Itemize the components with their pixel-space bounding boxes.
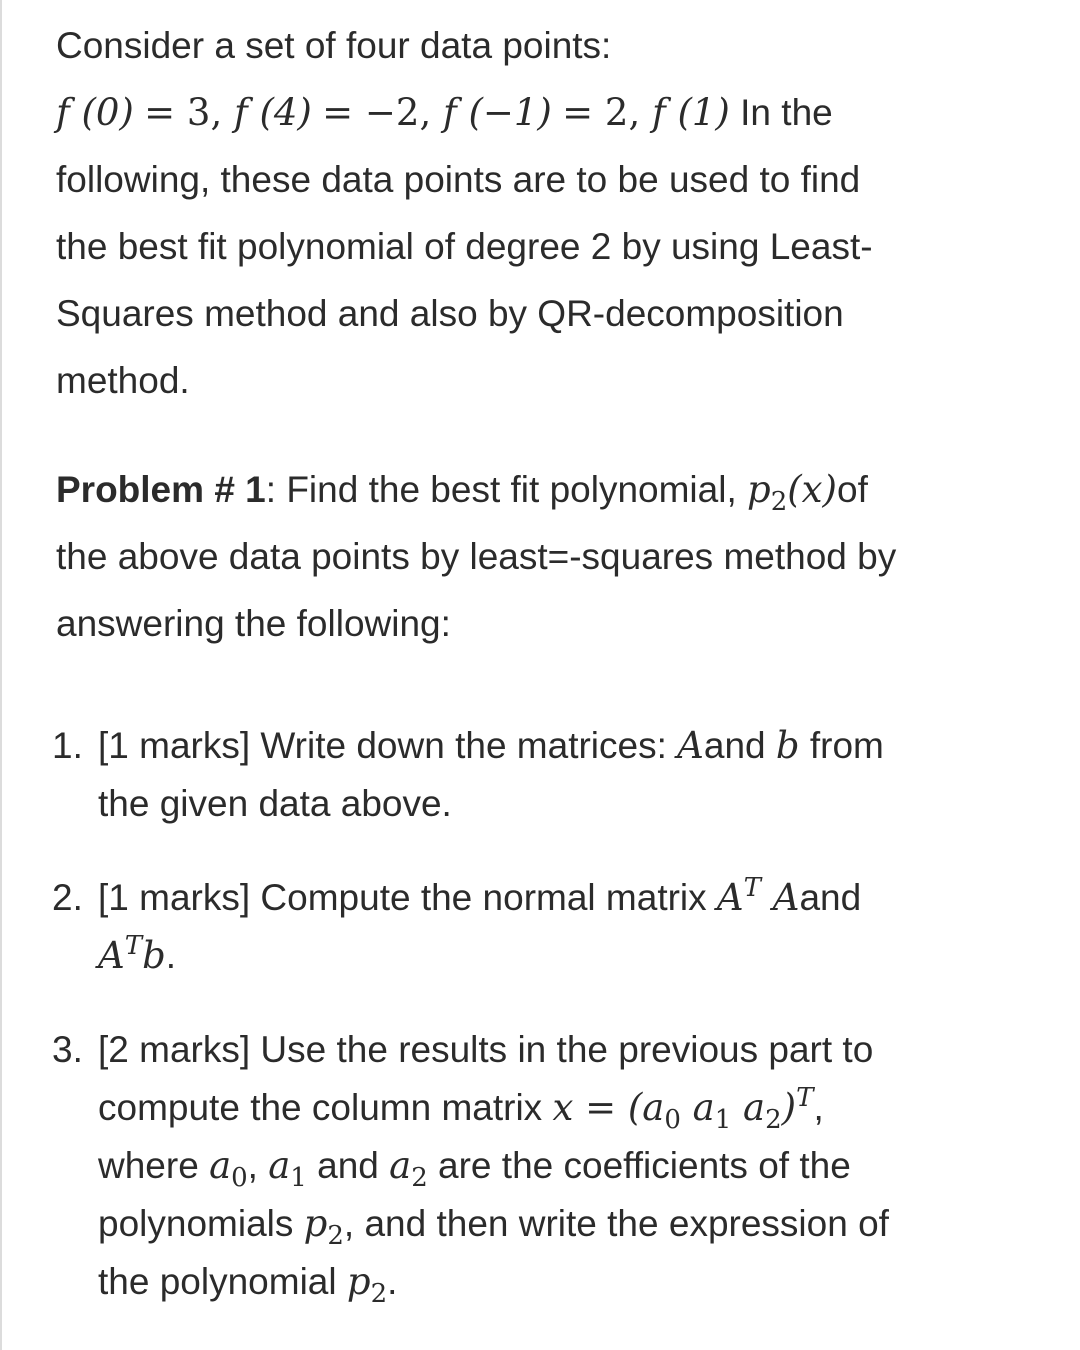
data-point-value-2: −2 <box>364 91 420 134</box>
question-3-text-5b: . <box>387 1261 398 1302</box>
poly-p2: p <box>303 1202 328 1245</box>
question-1-number: 1. <box>52 725 83 766</box>
problem-text-1a: : Find the best fit polynomial, <box>265 469 748 510</box>
question-2-number: 2. <box>52 877 83 918</box>
poly-p2-final: p <box>346 1260 371 1303</box>
poly-p2-final-sub: 2 <box>370 1279 388 1309</box>
question-1-line-2: the given data above. <box>98 783 452 824</box>
question-2-text-a: [1 marks] Compute the normal matrix <box>98 877 717 918</box>
question-2 <box>52 869 1046 985</box>
coef-a1: a <box>268 1144 291 1187</box>
poly-symbol: p <box>747 468 771 511</box>
atb-A: A <box>98 934 125 977</box>
coef-a1-sub: 1 <box>290 1163 307 1193</box>
intro-line-5: Squares method and also by QR-decomposition <box>56 293 844 334</box>
vec-a1: a <box>680 1086 715 1129</box>
atb-b: b <box>142 934 166 977</box>
question-3-text-2a: compute the column matrix <box>98 1087 553 1128</box>
problem-line-2: the above data points by least=-squares method by <box>56 536 897 577</box>
question-3-text-3a: where <box>98 1145 210 1186</box>
coef-a2-sub: 2 <box>411 1163 428 1193</box>
intro-data-points: f (0) = 3, f (4) = −2, f (−1) = 2, f (1) In the <box>56 91 833 134</box>
atb-end: . <box>165 935 177 976</box>
question-1 <box>52 717 1046 833</box>
vec-sub-1: 1 <box>714 1105 732 1135</box>
intro-line-4: the best fit polynomial of degree 2 by using Least- <box>56 226 873 267</box>
coef-a2: a <box>389 1144 412 1187</box>
question-3 <box>52 1021 1046 1311</box>
vec-a2: a <box>731 1086 766 1129</box>
data-point-label-3: f (−1) <box>443 91 552 134</box>
question-1-and: and <box>703 725 776 766</box>
question-3-text-3c: are the coefficients of the <box>427 1145 851 1186</box>
question-document <box>52 12 1046 1311</box>
vec-sub-2: 2 <box>765 1105 782 1135</box>
problem-line-1 <box>56 456 1046 523</box>
vec-close: ) <box>781 1086 797 1129</box>
problem-text-1b: of <box>837 469 868 510</box>
vec-sub-0: 0 <box>664 1105 681 1135</box>
poly-argument: (x) <box>787 468 837 511</box>
question-3-text-4b: , and then write the expression of <box>343 1203 889 1244</box>
page-left-border <box>0 0 2 1350</box>
question-1-text-b: from <box>799 725 884 766</box>
intro-line-1: Consider a set of four data points: <box>56 25 612 66</box>
ata-T: T <box>743 873 761 903</box>
question-2-text-b: and <box>799 877 862 918</box>
poly-subscript: 2 <box>770 487 788 517</box>
coef-sep: , <box>247 1145 269 1186</box>
problem-line-3: answering the following: <box>56 603 451 644</box>
coef-a0-sub: 0 <box>231 1163 248 1193</box>
data-point-value-3: 2 <box>604 91 629 134</box>
matrix-A: A <box>677 724 704 767</box>
vector-b: b <box>775 724 800 767</box>
data-point-value-1: 3 <box>186 91 211 134</box>
atb-T: T <box>124 931 143 961</box>
data-point-label-1: f (0) <box>56 91 134 134</box>
ata-A: A <box>716 876 744 919</box>
vec-transpose: T <box>796 1083 814 1113</box>
intro-line-3: following, these data points are to be used to find <box>56 159 861 200</box>
question-3-number: 3. <box>52 1029 83 1070</box>
vec-comma: , <box>813 1087 824 1128</box>
column-x: x <box>552 1086 574 1129</box>
question-3-text-4a: polynomials <box>98 1203 304 1244</box>
question-3-text-3b: and <box>306 1145 390 1186</box>
ata-A2: A <box>761 876 800 919</box>
question-list <box>52 717 1046 1311</box>
intro-line-2-tail: In the <box>740 92 833 133</box>
problem-heading: Problem # 1 <box>56 469 266 510</box>
coef-a0: a <box>209 1144 232 1187</box>
data-point-label-4: f (1) <box>652 91 730 134</box>
question-3-line-1: [2 marks] Use the results in the previous part to <box>98 1029 874 1070</box>
poly-p2-sub: 2 <box>327 1221 344 1251</box>
question-1-text-a: [1 marks] Write down the matrices: <box>98 725 678 766</box>
vec-open: (a <box>627 1086 665 1129</box>
data-point-label-2: f (4) <box>234 91 312 134</box>
intro-line-6: method. <box>56 360 190 401</box>
question-3-text-5a: the polynomial <box>98 1261 347 1302</box>
equals-sign: = <box>573 1086 628 1129</box>
